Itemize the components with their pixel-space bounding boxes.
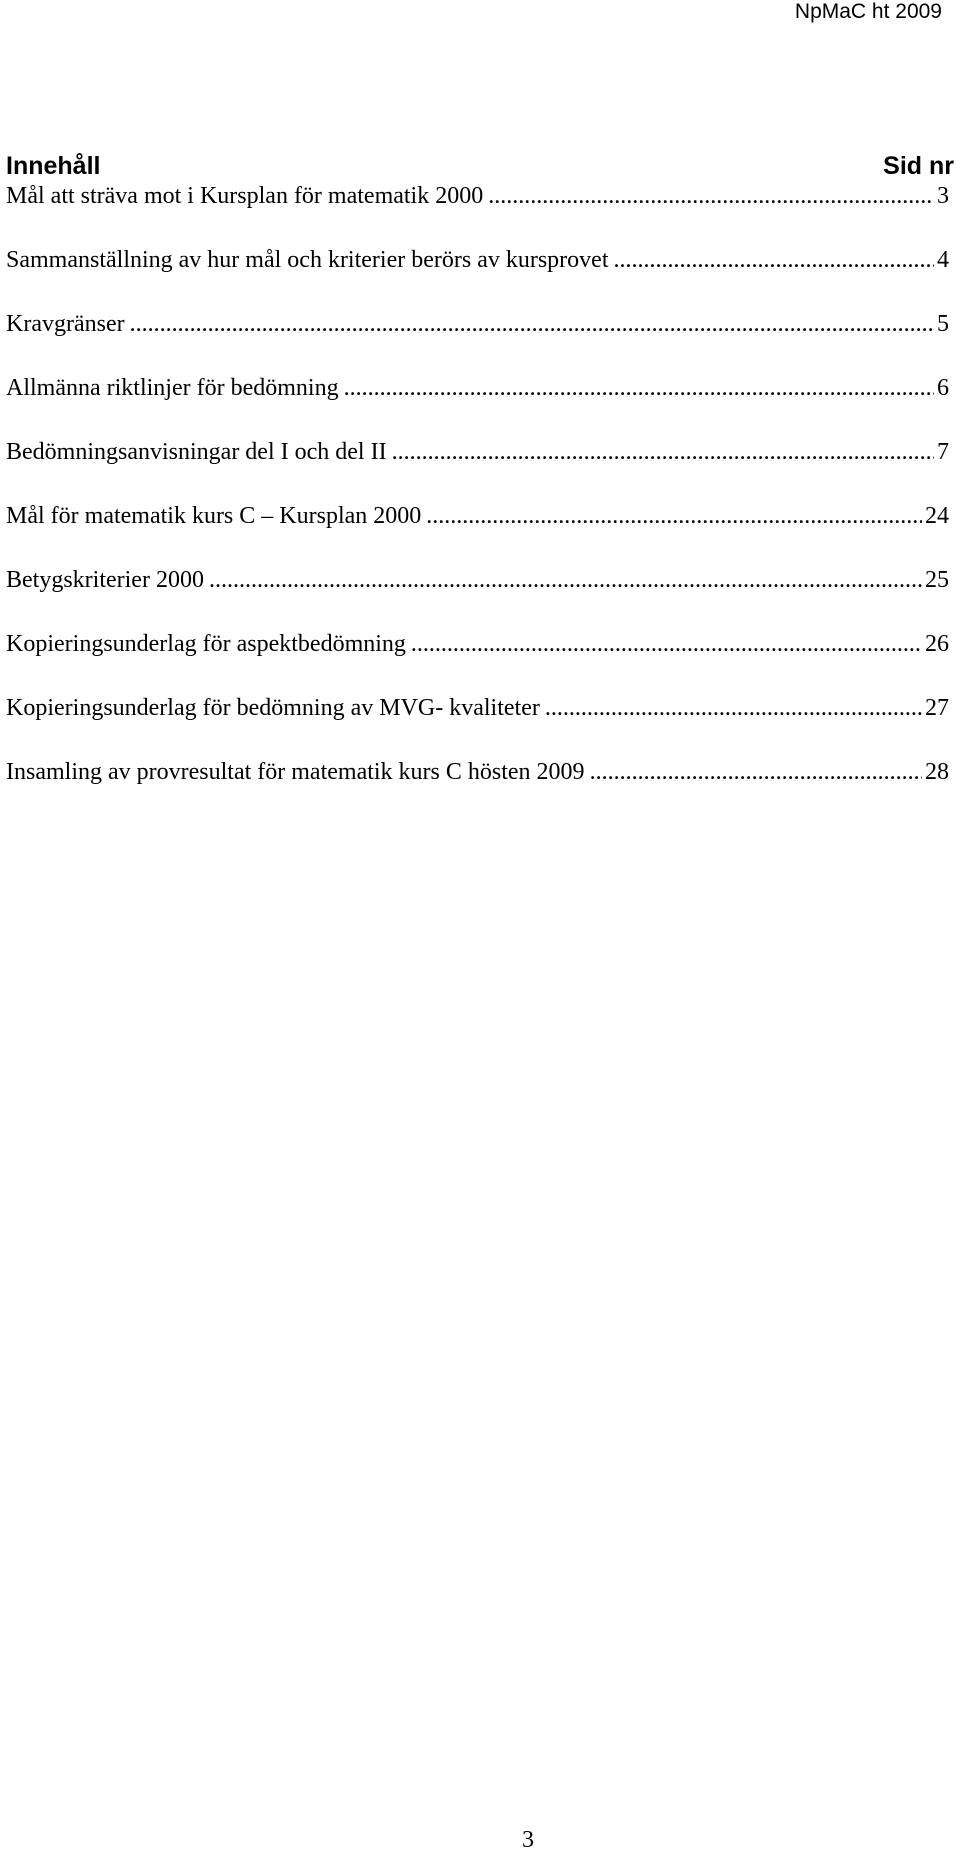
toc-entry[interactable] — [6, 308, 949, 372]
toc-entry-page: 4 — [937, 247, 949, 273]
toc-entry-title: Betygskriterier 2000 — [6, 567, 204, 593]
toc-entry[interactable] — [6, 436, 949, 500]
dot-leader — [209, 564, 922, 596]
table-of-contents — [6, 180, 949, 820]
toc-entry-title: Mål att sträva mot i Kursplan för matematik 2000 — [6, 183, 484, 209]
dot-leader — [590, 756, 922, 788]
toc-entry-page: 3 — [937, 183, 949, 209]
dot-leader — [130, 308, 934, 340]
dot-leader — [426, 500, 922, 532]
toc-entry-page: 28 — [925, 759, 949, 785]
dot-leader — [545, 692, 922, 724]
toc-entry-title: Bedömningsanvisningar del I och del II — [6, 439, 387, 465]
toc-entry-page: 27 — [925, 695, 949, 721]
toc-entry[interactable] — [6, 180, 949, 244]
page-number: 3 — [522, 1827, 534, 1853]
toc-entry[interactable] — [6, 692, 949, 756]
toc-page-heading: Sid nr — [883, 152, 954, 180]
running-header: NpMaC ht 2009 — [794, 0, 942, 23]
toc-entry-title: Kravgränser — [6, 311, 125, 337]
toc-entry-title: Sammanställning av hur mål och kriterier berörs av kursprovet — [6, 247, 609, 273]
toc-entry-page: 26 — [925, 631, 949, 657]
dot-leader — [411, 628, 922, 660]
toc-entry-title: Kopieringsunderlag för aspektbedömning — [6, 631, 406, 657]
toc-entry-title: Kopieringsunderlag för bedömning av MVG- kvaliteter — [6, 695, 540, 721]
toc-entry-page: 6 — [937, 375, 949, 401]
dot-leader — [614, 244, 935, 276]
toc-entry-title: Allmänna riktlinjer för bedömning — [6, 375, 339, 401]
toc-entry[interactable] — [6, 500, 949, 564]
toc-entry-page: 24 — [925, 503, 949, 529]
toc-entry[interactable] — [6, 372, 949, 436]
toc-entry-page: 25 — [925, 567, 949, 593]
toc-entry-page: 7 — [937, 439, 949, 465]
dot-leader — [344, 372, 934, 404]
dot-leader — [488, 180, 934, 212]
toc-entry[interactable] — [6, 244, 949, 308]
toc-entry[interactable] — [6, 628, 949, 692]
dot-leader — [392, 436, 934, 468]
toc-entry-title: Mål för matematik kurs C – Kursplan 2000 — [6, 503, 422, 529]
toc-entry-page: 5 — [937, 311, 949, 337]
toc-entry[interactable] — [6, 756, 949, 820]
toc-entry-title: Insamling av provresultat för matematik kurs C hösten 2009 — [6, 759, 585, 785]
toc-entry[interactable] — [6, 564, 949, 628]
toc-heading: Innehåll — [6, 152, 101, 180]
toc-heading-row — [6, 150, 954, 182]
